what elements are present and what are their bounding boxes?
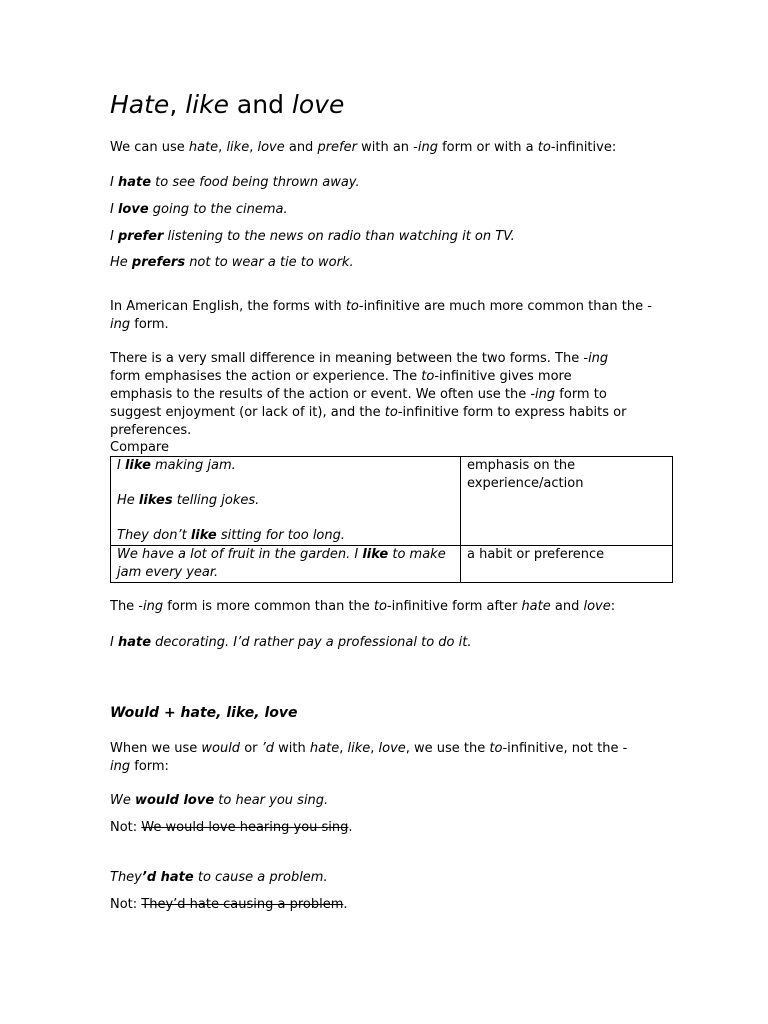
struck-sentence: They’d hate causing a problem <box>141 897 344 912</box>
title-and: and <box>228 90 292 119</box>
would-example-1 <box>110 792 328 810</box>
line-pre: I <box>117 458 125 473</box>
decorating-post: decorating. I’d rather pay a professional to do it. <box>151 635 472 650</box>
title-word-love: love <box>291 90 345 119</box>
american-text-c: form. <box>130 317 169 332</box>
difference-ing-2: ing <box>535 387 556 402</box>
common-to: to <box>373 599 387 614</box>
example-post: not to wear a tie to work. <box>185 255 354 270</box>
intro-comma-2: , <box>249 140 258 155</box>
difference-paragraph <box>110 350 635 440</box>
common-text-d: : <box>610 599 616 614</box>
common-text-a: The - <box>110 599 144 614</box>
would-intro-paragraph <box>110 740 645 776</box>
line-post: making jam. <box>150 458 236 473</box>
table-cell-note: a habit or preference <box>461 546 673 583</box>
line-verb: like <box>362 547 389 562</box>
would-comma-2: , <box>370 741 379 756</box>
decorating-example <box>110 634 471 652</box>
difference-text-d: form to suggest enjoyment (or lack of it), and the <box>110 387 607 420</box>
example-verb: prefers <box>131 255 186 270</box>
intro-comma-1: , <box>218 140 227 155</box>
american-text-a: In American English, the forms with <box>110 299 346 314</box>
example-pre: I <box>110 229 118 244</box>
intro-like: like <box>226 140 250 155</box>
intro-prefer: prefer <box>317 140 357 155</box>
line-verb: like <box>190 528 217 543</box>
line-gap <box>117 510 454 527</box>
line-post: to make jam every year. <box>117 547 446 580</box>
would-ex1-pre: We <box>110 793 135 808</box>
not-example-2 <box>110 896 348 914</box>
decorating-verb: hate <box>117 635 152 650</box>
table-example-line <box>117 457 454 475</box>
not-end: . <box>348 820 353 835</box>
example-verb: hate <box>117 175 152 190</box>
compare-label: Compare <box>110 440 169 455</box>
would-word: would <box>201 741 241 756</box>
would-love: love <box>378 741 406 756</box>
common-text-c: -infinitive form after <box>386 599 522 614</box>
would-text-c: with <box>274 741 310 756</box>
intro-love: love <box>257 140 285 155</box>
line-verb: likes <box>138 493 173 508</box>
example-sentence <box>110 201 288 219</box>
would-text-f: -infinitive, not the - <box>502 741 628 756</box>
would-hate: hate <box>309 741 340 756</box>
example-verb: love <box>117 202 149 217</box>
not-end: . <box>343 897 348 912</box>
american-english-paragraph <box>110 298 670 334</box>
table-example-line <box>117 527 454 545</box>
not-example-1 <box>110 819 353 837</box>
line-pre: He <box>117 493 139 508</box>
intro-text-d: -infinitive: <box>550 140 617 155</box>
would-ex2-post: to cause a problem. <box>193 870 328 885</box>
would-example-2 <box>110 869 328 887</box>
table-cell-examples <box>111 457 461 546</box>
line-verb: like <box>124 458 151 473</box>
title-comma: , <box>169 90 186 119</box>
struck-sentence: We would love hearing you sing <box>141 820 349 835</box>
would-to: to <box>489 741 503 756</box>
title-word-like: like <box>185 90 229 119</box>
would-text-b: or <box>240 741 262 756</box>
line-pre: They don’t <box>117 528 191 543</box>
line-post: telling jokes. <box>172 493 260 508</box>
would-comma-1: , <box>339 741 348 756</box>
american-to: to <box>345 299 359 314</box>
difference-to-1: to <box>421 369 435 384</box>
difference-to-2: to <box>384 405 398 420</box>
example-post: to see food being thrown away. <box>151 175 360 190</box>
common-paragraph <box>110 598 615 616</box>
intro-text-c: form or with a <box>437 140 538 155</box>
would-ex1-verb: would love <box>134 793 215 808</box>
common-and: and <box>550 599 584 614</box>
intro-and: and <box>284 140 318 155</box>
example-verb: prefer <box>117 229 164 244</box>
table-cell-note: emphasis on the experience/action <box>461 457 673 546</box>
difference-text-b: form emphasises the action or experience. The <box>110 369 422 384</box>
example-pre: He <box>110 255 132 270</box>
common-love: love <box>583 599 611 614</box>
line-post: sitting for too long. <box>216 528 346 543</box>
example-sentence <box>110 228 515 246</box>
american-text-b: -infinitive are much more common than the - <box>358 299 652 314</box>
would-text-e: , we use the <box>405 741 490 756</box>
intro-text-b: with an - <box>356 140 418 155</box>
intro-ing: ing <box>417 140 438 155</box>
difference-text-a: There is a very small difference in meaning between the two forms. The - <box>110 351 589 366</box>
would-heading: Would + hate, like, love <box>110 705 298 721</box>
example-pre: I <box>110 202 118 217</box>
common-ing: ing <box>143 599 164 614</box>
example-pre: I <box>110 175 118 190</box>
table-row <box>111 546 673 583</box>
not-label: Not: <box>110 897 142 912</box>
line-gap <box>117 475 454 492</box>
table-cell-examples <box>111 546 461 583</box>
difference-text-c: -infinitive gives more emphasis to the results of the action or event. We often use the - <box>110 369 572 402</box>
would-text-g: form: <box>130 759 169 774</box>
would-ex2-verb: ’d hate <box>141 870 194 885</box>
would-text-a: When we use <box>110 741 202 756</box>
compare-table <box>110 456 673 583</box>
title-word-hate: Hate <box>110 90 170 119</box>
not-label: Not: <box>110 820 142 835</box>
american-ing: ing <box>110 317 131 332</box>
example-post: going to the cinema. <box>148 202 288 217</box>
example-sentence <box>110 254 354 272</box>
intro-paragraph <box>110 139 616 157</box>
difference-text-e: -infinitive form to express habits or preferences. <box>110 405 627 438</box>
difference-ing-1: ing <box>588 351 609 366</box>
would-ing: ing <box>110 759 131 774</box>
table-example-line <box>117 492 454 510</box>
would-ex1-post: to hear you sing. <box>214 793 329 808</box>
intro-hate: hate <box>188 140 219 155</box>
would-like: like <box>347 741 371 756</box>
page-title <box>110 90 344 120</box>
common-text-b: form is more common than the <box>163 599 374 614</box>
would-contraction: ’d <box>261 741 275 756</box>
would-ex2-pre: They <box>110 870 142 885</box>
intro-to: to <box>537 140 551 155</box>
example-sentence <box>110 174 360 192</box>
table-row <box>111 457 673 546</box>
intro-text-a: We can use <box>110 140 189 155</box>
line-pre: We have a lot of fruit in the garden. I <box>117 547 363 562</box>
common-hate: hate <box>521 599 551 614</box>
decorating-pre: I <box>110 635 118 650</box>
example-post: listening to the news on radio than watching it on TV. <box>163 229 515 244</box>
